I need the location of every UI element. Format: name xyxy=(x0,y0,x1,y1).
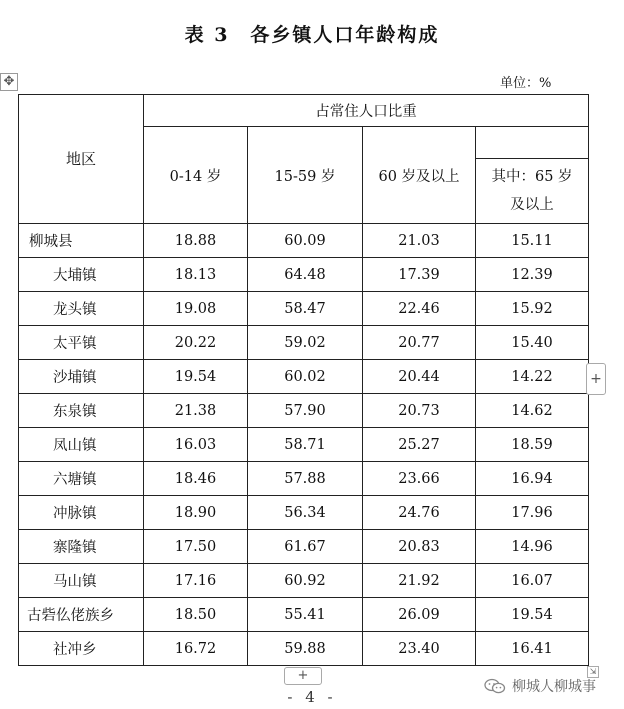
table-row xyxy=(19,598,589,632)
cell-area: 太平镇 xyxy=(19,326,144,360)
cell-area: 古砦仫佬族乡 xyxy=(19,598,144,632)
cell-area: 东泉镇 xyxy=(19,394,144,428)
table-row xyxy=(19,326,589,360)
cell-area: 大埔镇 xyxy=(19,258,144,292)
population-age-table xyxy=(18,94,589,666)
cell-65-plus: 14.62 xyxy=(476,394,589,428)
header-group: 占常住人口比重 xyxy=(144,95,589,127)
cell-15-59: 64.48 xyxy=(248,258,363,292)
cell-0-14: 20.22 xyxy=(144,326,248,360)
header-0-14: 0-14 岁 xyxy=(144,127,248,224)
table-row xyxy=(19,564,589,598)
cell-65-plus: 18.59 xyxy=(476,428,589,462)
cell-0-14: 18.13 xyxy=(144,258,248,292)
add-row-button[interactable]: + xyxy=(284,667,322,685)
cell-60-plus: 23.66 xyxy=(363,462,476,496)
wechat-icon xyxy=(484,678,506,694)
cell-65-plus: 17.96 xyxy=(476,496,589,530)
cell-15-59: 58.47 xyxy=(248,292,363,326)
table-row xyxy=(19,292,589,326)
move-arrows-icon[interactable]: ✥ xyxy=(0,73,18,91)
resize-corner-icon[interactable]: ⇲ xyxy=(587,666,599,678)
cell-60-plus: 25.27 xyxy=(363,428,476,462)
cell-60-plus: 26.09 xyxy=(363,598,476,632)
cell-65-plus: 16.07 xyxy=(476,564,589,598)
cell-0-14: 19.54 xyxy=(144,360,248,394)
cell-15-59: 59.02 xyxy=(248,326,363,360)
cell-0-14: 16.03 xyxy=(144,428,248,462)
table-row xyxy=(19,462,589,496)
cell-0-14: 18.90 xyxy=(144,496,248,530)
cell-0-14: 18.50 xyxy=(144,598,248,632)
cell-area: 凤山镇 xyxy=(19,428,144,462)
cell-15-59: 61.67 xyxy=(248,530,363,564)
cell-area: 六塘镇 xyxy=(19,462,144,496)
cell-15-59: 60.02 xyxy=(248,360,363,394)
cell-60-plus: 22.46 xyxy=(363,292,476,326)
header-region: 地区 xyxy=(19,95,144,224)
cell-65-plus: 15.40 xyxy=(476,326,589,360)
table-row xyxy=(19,224,589,258)
cell-0-14: 21.38 xyxy=(144,394,248,428)
cell-area: 沙埔镇 xyxy=(19,360,144,394)
cell-65-plus: 15.92 xyxy=(476,292,589,326)
cell-15-59: 55.41 xyxy=(248,598,363,632)
table-row xyxy=(19,428,589,462)
watermark-text: 柳城人柳城事 xyxy=(512,679,596,695)
cell-15-59: 56.34 xyxy=(248,496,363,530)
cell-65-plus: 16.41 xyxy=(476,632,589,666)
header-65-plus xyxy=(476,159,589,224)
cell-0-14: 17.50 xyxy=(144,530,248,564)
table-row xyxy=(19,258,589,292)
cell-60-plus: 24.76 xyxy=(363,496,476,530)
header-65-spacer xyxy=(476,127,589,159)
cell-65-plus: 16.94 xyxy=(476,462,589,496)
cell-65-plus: 14.96 xyxy=(476,530,589,564)
table-row xyxy=(19,394,589,428)
cell-area: 龙头镇 xyxy=(19,292,144,326)
cell-area: 寨隆镇 xyxy=(19,530,144,564)
cell-60-plus: 20.44 xyxy=(363,360,476,394)
cell-0-14: 17.16 xyxy=(144,564,248,598)
header-65-plus-line2: 及以上 xyxy=(510,197,554,213)
cell-0-14: 16.72 xyxy=(144,632,248,666)
cell-15-59: 59.88 xyxy=(248,632,363,666)
cell-15-59: 60.92 xyxy=(248,564,363,598)
cell-area: 社冲乡 xyxy=(19,632,144,666)
cell-15-59: 57.88 xyxy=(248,462,363,496)
table-row xyxy=(19,496,589,530)
cell-65-plus: 14.22 xyxy=(476,360,589,394)
page-number: - 4 - xyxy=(287,688,337,706)
cell-15-59: 57.90 xyxy=(248,394,363,428)
cell-60-plus: 20.77 xyxy=(363,326,476,360)
table-body xyxy=(19,224,589,666)
cell-65-plus: 15.11 xyxy=(476,224,589,258)
cell-0-14: 18.88 xyxy=(144,224,248,258)
cell-60-plus: 17.39 xyxy=(363,258,476,292)
cell-area: 马山镇 xyxy=(19,564,144,598)
table-title: 表 3 各乡镇人口年龄构成 xyxy=(184,24,440,46)
cell-0-14: 18.46 xyxy=(144,462,248,496)
cell-area: 冲脉镇 xyxy=(19,496,144,530)
cell-60-plus: 20.73 xyxy=(363,394,476,428)
header-15-59: 15-59 岁 xyxy=(248,127,363,224)
cell-0-14: 19.08 xyxy=(144,292,248,326)
table-row xyxy=(19,360,589,394)
table-row xyxy=(19,632,589,666)
add-column-button[interactable]: + xyxy=(586,363,606,395)
header-65-plus-line1: 其中：65 岁 xyxy=(491,169,573,185)
watermark xyxy=(484,676,596,696)
header-60-plus: 60 岁及以上 xyxy=(363,127,476,224)
cell-area: 柳城县 xyxy=(19,224,144,258)
cell-60-plus: 20.83 xyxy=(363,530,476,564)
cell-60-plus: 23.40 xyxy=(363,632,476,666)
table-row xyxy=(19,530,589,564)
cell-65-plus: 19.54 xyxy=(476,598,589,632)
cell-65-plus: 12.39 xyxy=(476,258,589,292)
cell-60-plus: 21.03 xyxy=(363,224,476,258)
cell-15-59: 58.71 xyxy=(248,428,363,462)
unit-label: 单位：% xyxy=(500,76,552,91)
cell-60-plus: 21.92 xyxy=(363,564,476,598)
cell-15-59: 60.09 xyxy=(248,224,363,258)
